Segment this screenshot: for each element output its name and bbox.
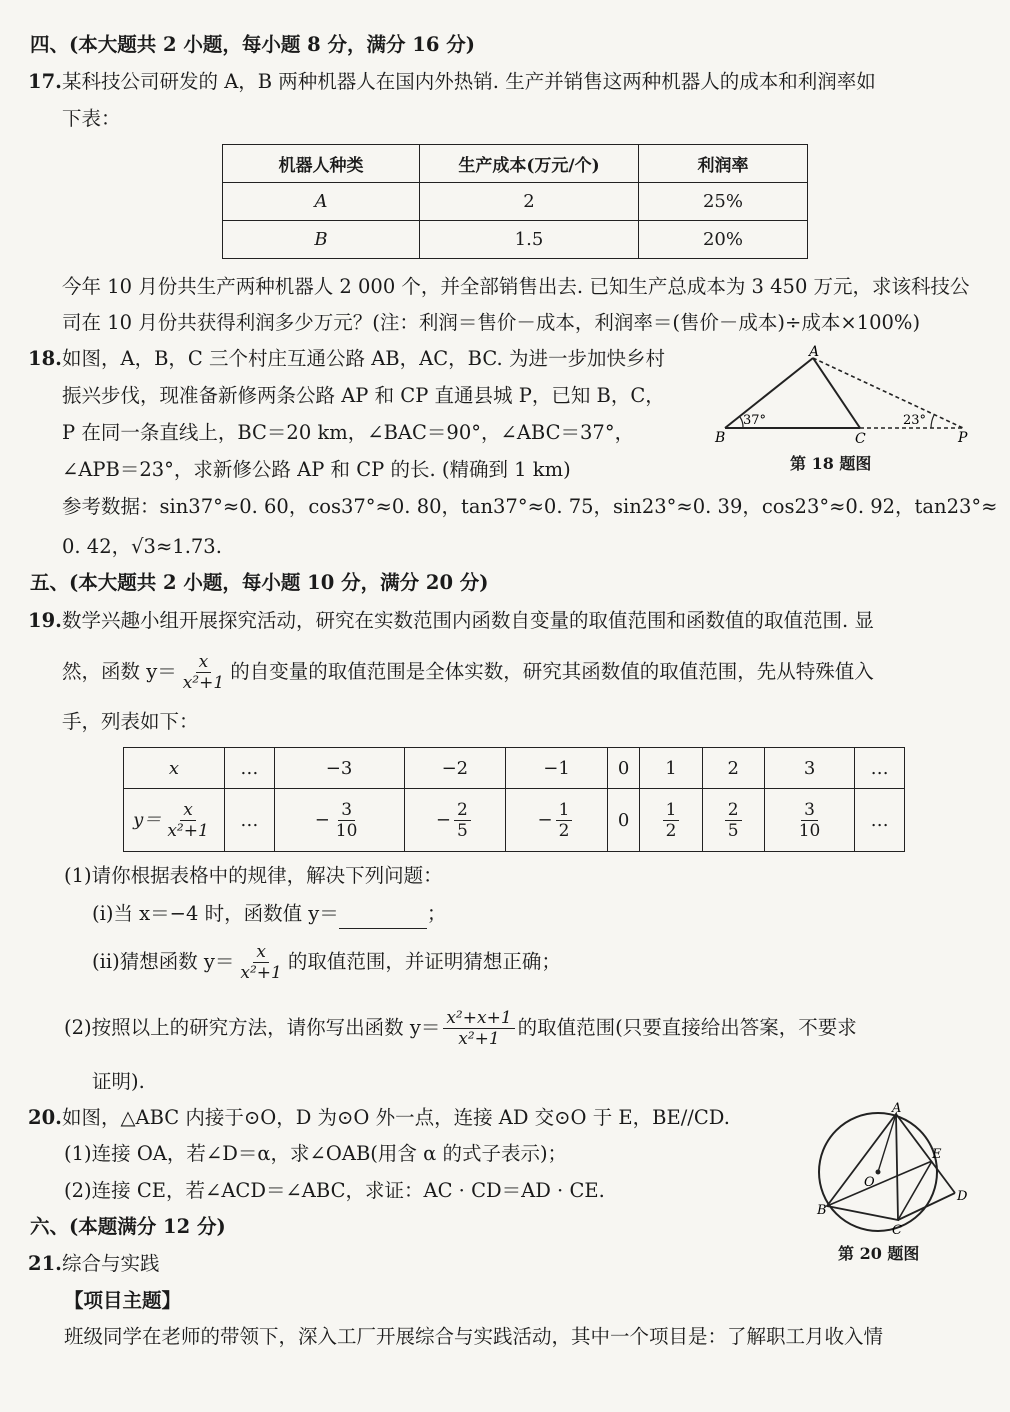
x-value-cell: … [225,748,275,789]
cell-cost-a: 2 [420,183,639,221]
x-value-cell: … [855,748,905,789]
section5-heading: 五、(本大题共 2 小题，每小题 10 分，满分 20 分) [30,571,489,594]
header-robot-type: 机器人种类 [223,145,420,183]
fraction-denominator: 2 [558,820,570,841]
fraction-denominator: x²+1 [167,820,209,841]
part2-text: (2)按照以上的研究方法，请你写出函数 y＝ [64,1016,441,1039]
q19-number: 19. [28,609,62,632]
cell-cost-b: 1.5 [420,221,639,259]
part2-fraction [443,1008,514,1049]
x-value-cell: −1 [506,748,608,789]
part2-end: 的取值范围(只要直接给出答案，不要求 [517,1016,857,1039]
q18-reference-data-1: 参考数据：sin37°≈0. 60，cos37°≈0. 80，tan37°≈0. 75，sin23°≈0. 39，cos23°≈0. 92，tan23°≈ [62,495,998,518]
cell-type-a: A [223,183,420,221]
value-fraction [556,800,573,841]
label-b: B [817,1203,827,1218]
q19-part2 [64,1008,857,1049]
q20-circle-figure [812,1100,972,1240]
fraction-numerator: 1 [556,800,573,821]
cell-rate-a: 25% [639,183,808,221]
label-c: C [855,431,866,447]
q18-line4: ∠APB＝23°，求新修公路 AP 和 CP 的长. (精确到 1 km) [62,458,571,481]
q19-line3: 手，列表如下： [62,710,199,733]
section6-heading: 六、(本题满分 12 分) [30,1215,226,1238]
x-value-cell: 2 [702,748,764,789]
q18-number: 18. [28,347,62,370]
q21-title: 综合与实践 [62,1252,160,1275]
x-label-cell: x [124,748,225,789]
q18-figure-caption: 第 18 题图 [790,454,872,473]
segment-ab [725,358,813,428]
q17-line4: 司在 10 月份共获得利润多少万元？(注：利润＝售价－成本，利润率＝(售价－成本)÷成本×100%) [62,311,921,334]
center-point-o [876,1170,881,1175]
q18-line3: P 在同一条直线上，BC＝20 km，∠BAC＝90°，∠ABC＝37°， [62,421,635,444]
value-fraction [725,800,742,841]
x-value-cell: 3 [764,748,854,789]
q17-line1: 某科技公司研发的 A，B 两种机器人在国内外热销. 生产并销售这两种机器人的成本和利润率如 [62,70,876,93]
y-value-cell: … [855,789,905,852]
q19-part1-i [92,899,446,929]
fraction-denominator: 5 [456,820,468,841]
y-label-fraction [164,800,211,841]
value-fraction [663,800,680,841]
fraction-numerator: x [180,800,196,821]
q20-part2: (2)连接 CE，若∠ACD＝∠ABC，求证：AC · CD＝AD · CE. [64,1179,605,1202]
q17-line2: 下表： [62,107,121,130]
q17-line3: 今年 10 月份共生产两种机器人 2 000 个，并全部销售出去. 已知生产总成本为 3 450 万元，求该科技公 [62,275,970,298]
angle-p-label: 23° [903,413,927,428]
x-value-cell: 0 [607,748,640,789]
table-header-row [223,145,808,183]
q19-line2-start: 然，函数 y＝ [62,660,177,683]
header-profit-rate: 利润率 [639,145,808,183]
y-value-cell: 0 [607,789,640,852]
y-value-cell [640,789,702,852]
answer-blank [339,908,427,929]
q21-line1: 班级同学在老师的带领下，深入工厂开展综合与实践活动，其中一个项目是：了解职工月收入情 [64,1325,884,1348]
y-value-cell [702,789,764,852]
cell-rate-b: 20% [639,221,808,259]
q19-line2 [62,652,874,693]
q20-number: 20. [28,1106,62,1129]
y-label: y＝ [133,809,162,830]
label-e: E [932,1147,942,1162]
fraction-denominator: 2 [665,820,677,841]
label-b: B [715,430,726,446]
fraction-numerator: 3 [338,800,355,821]
robot-cost-table [222,144,808,259]
segment-ac [813,358,860,428]
y-value-cell [506,789,608,852]
function-value-table [123,747,905,852]
q19-part2-cont: 证明). [92,1070,145,1093]
value-sign: − [537,809,553,830]
label-a: A [809,344,820,360]
q21-number: 21. [28,1252,62,1275]
fraction-denominator: x²+1 [458,1029,500,1049]
y-value-cell [404,789,506,852]
function-fraction [180,652,227,693]
part1-i-text: (i)当 x＝−4 时，函数值 y＝ [92,902,339,925]
cell-type-b: B [223,221,420,259]
function-fraction [237,942,284,983]
value-fraction [796,800,824,841]
fraction-numerator: 1 [663,800,680,821]
fraction-denominator: x²+1 [240,963,282,983]
y-value-cell: … [225,789,275,852]
label-a: A [892,1101,902,1116]
label-o: O [864,1175,875,1190]
q19-part1-ii [92,942,561,983]
label-p: P [958,430,968,446]
header-cost: 生产成本(万元/个) [420,145,639,183]
fraction-numerator: x [253,942,269,963]
segment-ad [896,1114,955,1193]
q19-line2-end: 的自变量的取值范围是全体实数，研究其函数值的取值范围，先从特殊值入 [230,660,874,683]
q18-line2: 振兴步伐，现准备新修两条公路 AP 和 CP 直通县城 P，已知 B，C， [62,384,665,407]
part1-i-end: ； [426,902,447,925]
fraction-numerator: x²+x+1 [443,1008,514,1029]
value-sign: − [314,809,330,830]
fraction-numerator: x [196,652,212,673]
fraction-numerator: 2 [725,800,742,821]
label-d: D [957,1189,968,1204]
fraction-denominator: 5 [727,820,739,841]
q18-line1: 如图，A，B，C 三个村庄互通公路 AB，AC，BC. 为进一步加快乡村 [62,347,665,370]
y-value-cell [274,789,404,852]
q18-reference-data-2: 0. 42，√3≈1.73. [62,535,222,558]
q20-part1: (1)连接 OA，若∠D＝α，求∠OAB(用含 α 的式子表示)； [64,1142,568,1165]
y-value-cell [764,789,854,852]
q17-number: 17. [28,70,62,93]
table-row [223,221,808,259]
value-fraction [333,800,361,841]
table-row [223,183,808,221]
fraction-denominator: 10 [798,820,821,841]
y-values-row [124,789,905,852]
fraction-denominator: x²+1 [182,673,225,693]
fraction-numerator: 3 [801,800,818,821]
q20-line1: 如图，△ABC 内接于⊙O，D 为⊙O 外一点，连接 AD 交⊙O 于 E，BE//CD. [62,1106,730,1129]
x-values-row [124,748,905,789]
q20-figure-caption: 第 20 题图 [838,1244,920,1263]
label-c: C [892,1223,902,1238]
x-value-cell: −3 [274,748,404,789]
value-sign: − [435,809,451,830]
x-value-cell: −2 [404,748,506,789]
fraction-denominator: 10 [335,820,358,841]
q19-part1: (1)请你根据表格中的规律，解决下列问题： [64,864,443,887]
angle-p-arc [931,415,934,428]
y-label-cell [124,789,225,852]
x-value-cell: 1 [640,748,702,789]
q19-line1: 数学兴趣小组开展探究活动，研究在实数范围内函数自变量的取值范围和函数值的取值范围. 显 [62,609,874,632]
part1-ii-end: 的取值范围，并证明猜想正确； [287,950,561,973]
section4-heading: 四、(本大题共 2 小题，每小题 8 分，满分 16 分) [30,33,475,56]
part1-ii-text: (ii)猜想函数 y＝ [92,950,235,973]
q21-theme-heading: 【项目主题】 [64,1289,182,1312]
angle-b-label: 37° [743,413,767,428]
q18-triangle-figure [705,340,985,448]
fraction-numerator: 2 [454,800,471,821]
value-fraction [454,800,471,841]
segment-oa [878,1114,896,1172]
